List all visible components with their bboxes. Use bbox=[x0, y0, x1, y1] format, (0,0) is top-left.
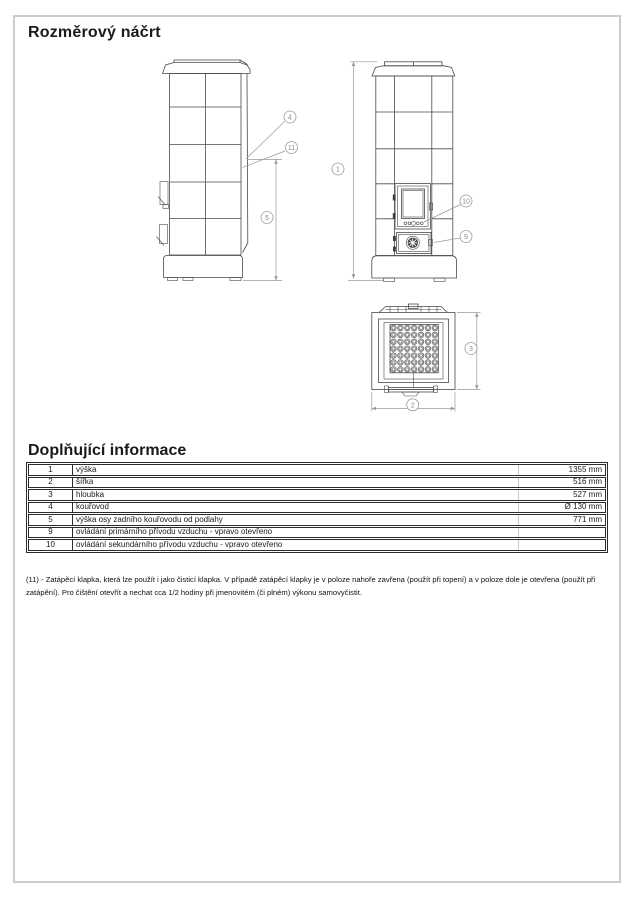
dimensional-drawing bbox=[0, 0, 637, 440]
callout-flue-number: 4 bbox=[288, 114, 292, 122]
row-value: 527 mm bbox=[573, 489, 602, 499]
row-label: šířka bbox=[73, 478, 519, 488]
callout-depth-number: 3 bbox=[469, 346, 473, 353]
page-title: Rozměrový náčrt bbox=[28, 24, 161, 41]
door-hinge-icon bbox=[393, 213, 396, 219]
info-table bbox=[26, 462, 608, 553]
footnote-text: (11) - Zatápěcí klapka, která lze použít i jako čisticí klapka. V případě zatápěcí klapky je v poloze nahoře zavřena (použít při topení) a v poloze dole je otevřena (použít při zatápění). Pro čištění otevřít a nechat cca 1/2 hodiny při jmenovitém (či plném) výkonu samovyčistit. bbox=[26, 575, 596, 598]
ash-door bbox=[393, 233, 433, 254]
row-num: 3 bbox=[29, 490, 73, 500]
row-label: ovládání primárního přívodu vzduchu - vpravo otevřeno bbox=[73, 528, 519, 538]
callout-ignition-damper-number: 11 bbox=[287, 145, 296, 152]
table-row bbox=[28, 489, 606, 501]
callout-flue-axis-height bbox=[261, 212, 273, 224]
callout-width bbox=[407, 399, 419, 411]
callout-ignition-damper bbox=[286, 142, 298, 154]
primary-air-rosette-icon bbox=[406, 236, 419, 249]
callout-primary-air-number: 9 bbox=[464, 234, 468, 241]
dim-overall-height bbox=[348, 62, 384, 281]
side-view-drawing bbox=[157, 60, 298, 281]
callout-depth bbox=[465, 343, 477, 355]
top-grate bbox=[390, 325, 438, 373]
row-num: 5 bbox=[29, 515, 73, 525]
row-label: kouřovod bbox=[73, 503, 519, 513]
row-label: výška osy zadního kouřovodu od podlahy bbox=[73, 515, 519, 525]
table-row bbox=[28, 514, 606, 526]
row-label: hloubka bbox=[73, 490, 519, 500]
callout-flue bbox=[284, 111, 296, 123]
callout-secondary-air bbox=[460, 195, 472, 207]
row-value: 1355 mm bbox=[568, 464, 602, 474]
section-title: Doplňující informace bbox=[28, 442, 187, 459]
callout-flue-axis-height-number: 5 bbox=[265, 215, 269, 222]
table-row bbox=[28, 477, 606, 489]
side-door-handles bbox=[157, 182, 169, 246]
door-hinge-icon bbox=[393, 195, 396, 201]
row-num: 2 bbox=[29, 478, 73, 488]
secondary-air-knobs bbox=[404, 221, 423, 225]
door-hinge-icon bbox=[393, 236, 396, 241]
table-row bbox=[28, 539, 606, 551]
row-value: 771 mm bbox=[573, 514, 602, 524]
fire-door bbox=[393, 184, 433, 230]
callout-width-number: 2 bbox=[410, 402, 415, 410]
row-label: ovládání sekundárního přívodu vzduchu - vpravo otevřeno bbox=[73, 540, 519, 550]
row-value: Ø 130 mm bbox=[564, 502, 602, 512]
callout-height bbox=[332, 163, 344, 175]
row-num: 4 bbox=[29, 503, 73, 513]
top-view-drawing bbox=[372, 304, 481, 412]
callout-secondary-air-number: 10 bbox=[462, 198, 470, 206]
top-handle bbox=[385, 386, 438, 396]
table-row bbox=[28, 527, 606, 539]
row-num: 10 bbox=[29, 540, 73, 550]
row-value: 516 mm bbox=[573, 477, 602, 487]
table-row bbox=[28, 502, 606, 514]
row-num: 9 bbox=[29, 528, 73, 538]
front-view-drawing bbox=[332, 62, 472, 282]
door-hinge-icon bbox=[393, 247, 396, 252]
callout-primary-air bbox=[460, 231, 472, 243]
callout-height-number: 1 bbox=[336, 166, 340, 174]
table-row bbox=[28, 464, 606, 476]
row-num: 1 bbox=[29, 465, 73, 475]
row-label: výška bbox=[73, 465, 519, 475]
